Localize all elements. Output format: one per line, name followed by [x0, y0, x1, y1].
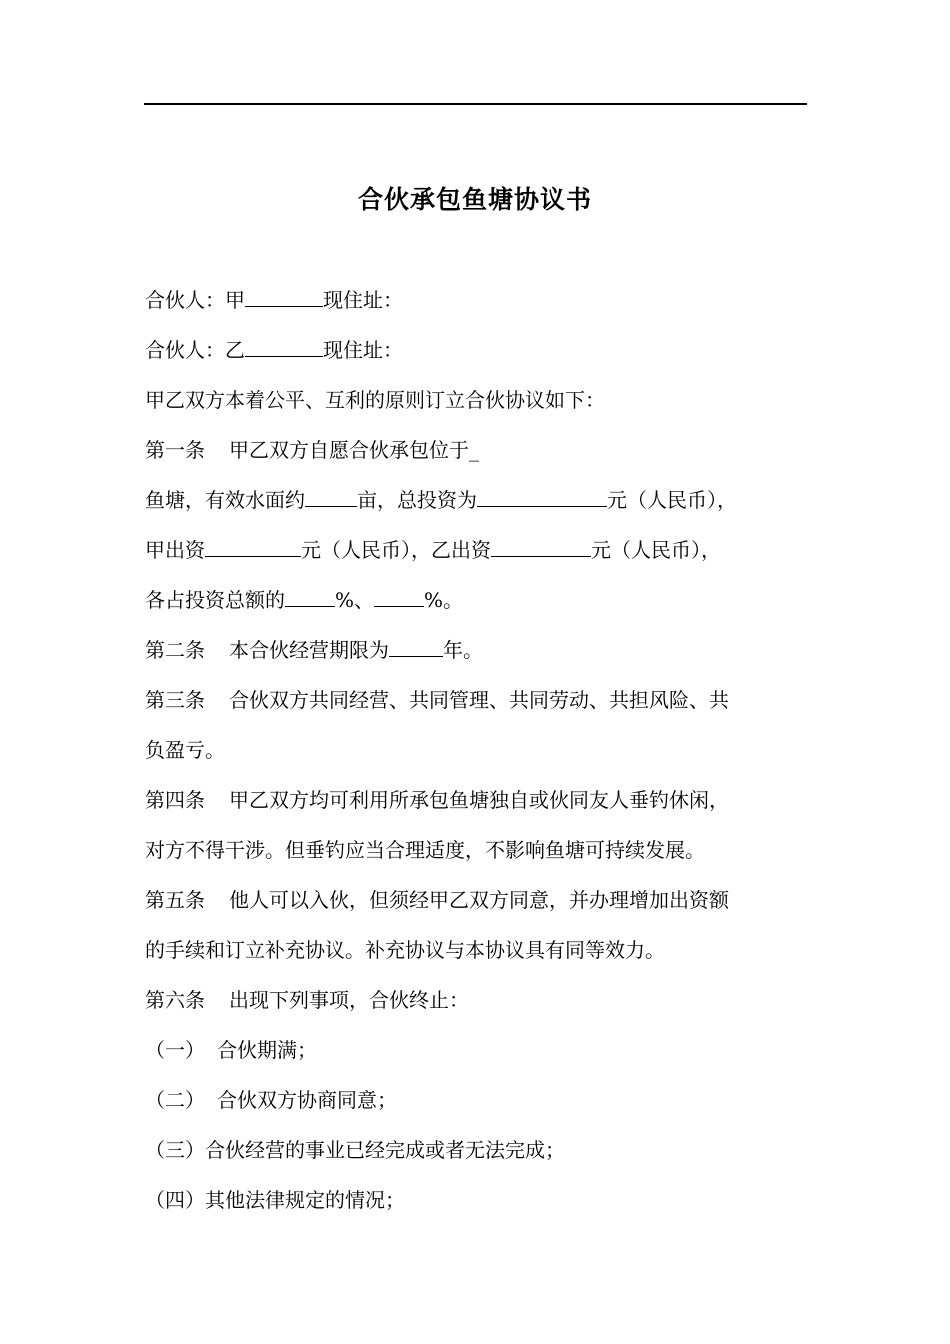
article5-text1: 他人可以入伙，但须经甲乙双方同意，并办理增加出资额: [229, 888, 729, 912]
article1-text1: 甲乙双方自愿合伙承包位于_: [229, 438, 479, 462]
article1-text3c: 元（人民币），: [591, 538, 721, 562]
article1-text4a: 各占投资总额的: [145, 588, 285, 612]
article1-heading: 第一条: [145, 438, 205, 462]
article1-text4b: %、: [335, 588, 375, 612]
list-item-text: 合伙双方协商同意；: [217, 1088, 397, 1112]
article6-text: 出现下列事项，合伙终止：: [229, 988, 469, 1012]
term-years-blank[interactable]: [389, 636, 443, 657]
party-b-share-blank[interactable]: [374, 586, 424, 607]
party-b-line: [145, 336, 403, 364]
article2-text-a: 本合伙经营期限为: [229, 638, 389, 662]
article5-heading: 第五条: [145, 888, 205, 912]
list-item: [145, 1086, 397, 1114]
article4-line1: [145, 786, 729, 814]
article1-line1: [145, 436, 479, 464]
article1-text3a: 甲出资: [145, 538, 205, 562]
article1-text2b: 亩，总投资为: [357, 488, 477, 512]
article3-text1: 合伙双方共同经营、共同管理、共同劳动、共担风险、共: [229, 688, 729, 712]
article5-line2: 的手续和订立补充协议。补充协议与本协议具有同等效力。: [145, 938, 665, 962]
total-investment-blank[interactable]: [477, 486, 607, 507]
list-item-number: （四）: [145, 1188, 205, 1212]
article6-line1: [145, 986, 469, 1014]
party-a-investment-blank[interactable]: [205, 536, 301, 557]
article3-line2: 负盈亏。: [145, 738, 225, 762]
header-rule: [144, 103, 807, 105]
article1-text2c: 元（人民币），: [607, 488, 737, 512]
list-item: [145, 1036, 317, 1064]
list-item: [145, 1186, 405, 1214]
list-item-text: 合伙期满；: [217, 1038, 317, 1062]
document-title: 合伙承包鱼塘协议书: [357, 185, 592, 214]
party-a-share-blank[interactable]: [285, 586, 335, 607]
list-item-text: 其他法律规定的情况；: [205, 1188, 405, 1212]
article4-line2: 对方不得干涉。但垂钓应当合理适度，不影响鱼塘可持续发展。: [145, 838, 705, 862]
party-b-label: 合伙人：乙: [145, 338, 245, 362]
water-area-blank[interactable]: [305, 486, 357, 507]
article5-line1: [145, 886, 729, 914]
party-a-address-label: 现住址：: [323, 288, 403, 312]
party-b-name-blank[interactable]: [245, 336, 323, 357]
article1-line3: [145, 536, 721, 564]
article6-heading: 第六条: [145, 988, 205, 1012]
preamble: 甲乙双方本着公平、互利的原则订立合伙协议如下：: [145, 388, 605, 412]
article2-text-b: 年。: [443, 638, 483, 662]
list-item-number: （一）: [145, 1038, 205, 1062]
party-b-investment-blank[interactable]: [491, 536, 591, 557]
article3-heading: 第三条: [145, 688, 205, 712]
article1-line4: [145, 586, 463, 614]
article2: [145, 636, 483, 664]
article3-line1: [145, 686, 729, 714]
article4-text1: 甲乙双方均可利用所承包鱼塘独自或伙同友人垂钓休闲，: [229, 788, 729, 812]
list-item-text: 合伙经营的事业已经完成或者无法完成；: [205, 1138, 565, 1162]
article1-text4c: %。: [424, 588, 464, 612]
party-a-name-blank[interactable]: [245, 286, 323, 307]
party-a-line: [145, 286, 403, 314]
article1-text3b: 元（人民币），乙出资: [301, 538, 491, 562]
list-item: [145, 1136, 565, 1164]
party-b-address-label: 现住址：: [323, 338, 403, 362]
list-item-number: （三）: [145, 1138, 205, 1162]
list-item-number: （二）: [145, 1088, 205, 1112]
article1-line2: [145, 486, 737, 514]
article1-text2a: 鱼塘，有效水面约: [145, 488, 305, 512]
article4-heading: 第四条: [145, 788, 205, 812]
article2-heading: 第二条: [145, 638, 205, 662]
party-a-label: 合伙人：甲: [145, 288, 245, 312]
